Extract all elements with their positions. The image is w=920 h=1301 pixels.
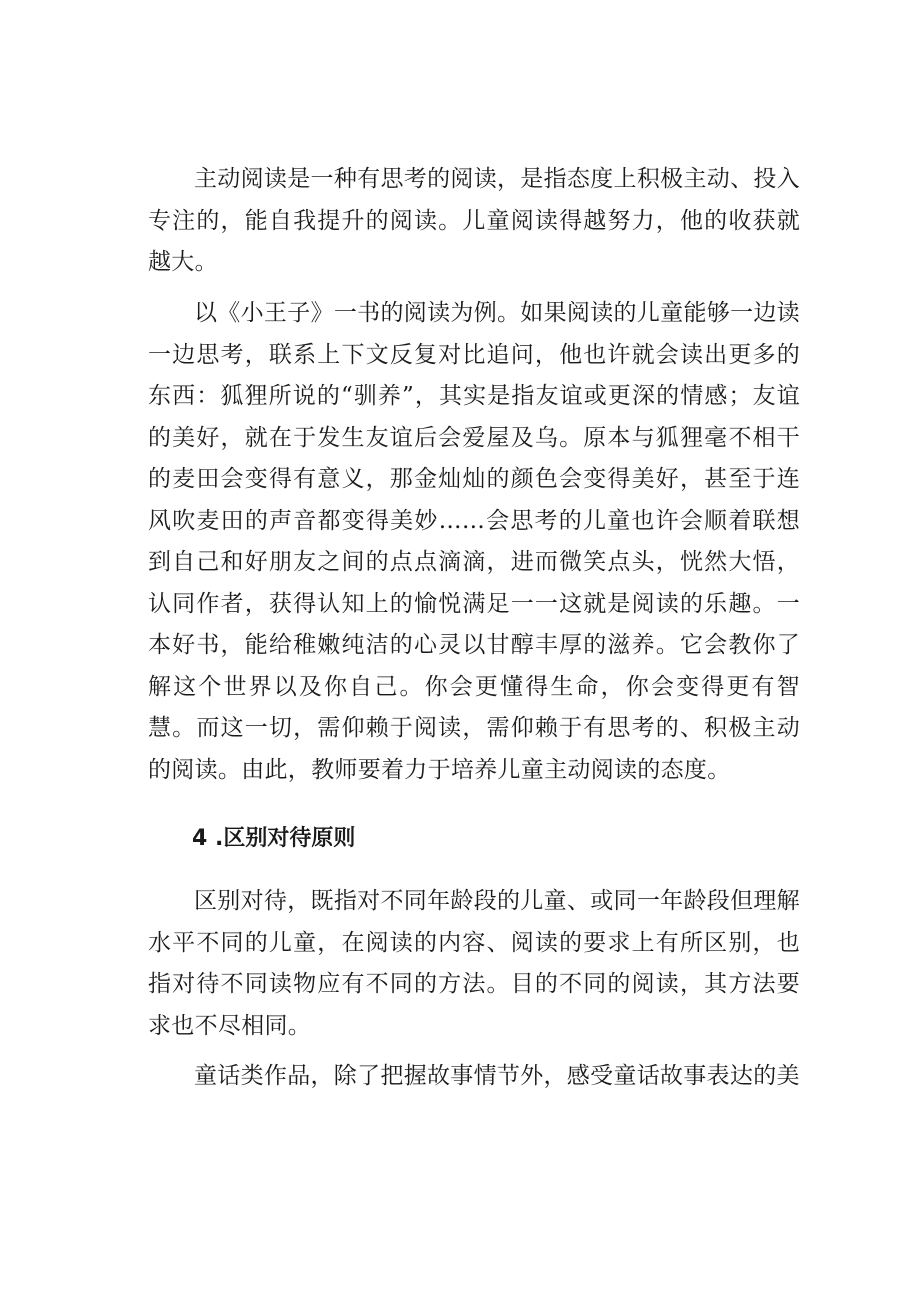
section-heading: 4 .区别对待原则 (192, 826, 356, 851)
paragraph-fairy-tale-works: 童话类作品，除了把握故事情节外，感受童话故事表达的美 (194, 1063, 800, 1089)
paragraph-differentiated-treatment: 区别对待，既指对不同年龄段的儿童、或同一年龄段但理解水平不同的儿童，在阅读的内容、阅读的要求上有所区别，也指对待不同读物应有不同的方法。目的不同的阅读，其方法要求也不尽相同。 (148, 888, 800, 1039)
paragraph-little-prince-example: 以《小王子》一书的阅读为例。如果阅读的儿童能够一边读一边思考，联系上下文反复对比追问，他也许就会读出更多的东西：狐狸所说的“驯养”，其实是指友谊或更深的情感；友谊的美好，就在于发生友谊后会爱屋及乌。原本与狐狸毫不相干的麦田会变得有意义，那金灿灿的颜色会变得美好，甚至于连风吹麦田的声音都变得美妙……会思考的儿童也许会顺着联想到自己和好朋友之间的点点滴滴，进而微笑点头，恍然大悟，认同作者，获得认知上的愉悦满足一一这就是阅读的乐趣。一本好书，能给稚嫩纯洁的心灵以甘醇丰厚的滋养。它会教你了解这个世界以及你自己。你会更懂得生命，你会变得更有智慧。而这一切，需仰赖于阅读，需仰赖于有思考的、积极主动的阅读。由此，教师要着力于培养儿童主动阅读的态度。 (148, 300, 800, 783)
paragraph-active-reading: 主动阅读是一种有思考的阅读，是指态度上积极主动、投入专注的，能自我提升的阅读。儿童阅读得越努力，他的收获就越大。 (148, 166, 800, 275)
